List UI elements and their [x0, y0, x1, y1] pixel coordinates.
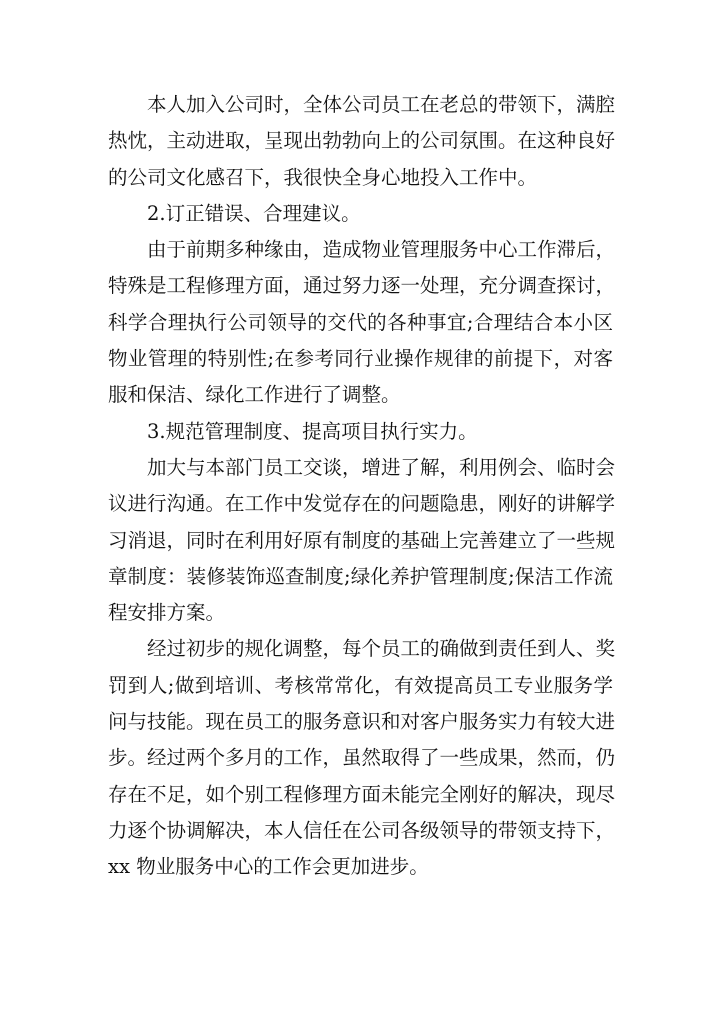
text-line: 科学合理执行公司领导的交代的各种事宜;合理结合本小区 [108, 310, 613, 334]
text-line: 经过初步的规化调整，每个员工的确做到责任到人、奖 [147, 637, 616, 661]
text-line: 服和保洁、绿化工作进行了调整。 [108, 383, 401, 407]
text-line: 步。经过两个多月的工作，虽然取得了一些成果，然而，仍 [108, 746, 616, 770]
text-line: 热忱，主动进取，呈现出勃勃向上的公司氛围。在这种良好 [108, 129, 616, 153]
text-line: 问与技能。现在员工的服务意识和对客户服务实力有较大进 [108, 710, 616, 734]
document-body [108, 87, 616, 886]
text-line: 程安排方案。 [108, 601, 226, 625]
text-line: 的公司文化感召下，我很快全身心地投入工作中。 [108, 165, 538, 189]
text-line: 章制度：装修装饰巡查制度;绿化养护管理制度;保洁工作流 [108, 564, 613, 588]
text-line: 加大与本部门员工交谈，增进了解，利用例会、临时会 [147, 455, 616, 479]
text-line: xx 物业服务中心的工作会更加进步。 [108, 855, 429, 879]
text-line: 由于前期多种缘由，造成物业管理服务中心工作滞后， [147, 238, 616, 262]
text-line: 罚到人;做到培训、考核常常化，有效提高员工专业服务学 [108, 673, 613, 697]
text-line: 议进行沟通。在工作中发觉存在的问题隐患，刚好的讲解学 [108, 492, 616, 516]
text-line: 力逐个协调解决，本人信任在公司各级领导的带领支持下， [108, 818, 616, 842]
section-heading: 2.订正错误、合理建议。 [147, 201, 361, 225]
text-line: 物业管理的特别性;在参考同行业操作规律的前提下，对客 [108, 347, 613, 371]
text-line: 特殊是工程修理方面，通过努力逐一处理，充分调查探讨， [108, 274, 616, 298]
section-heading: 3.规范管理制度、提高项目执行实力。 [147, 419, 478, 443]
text-line: 本人加入公司时，全体公司员工在老总的带领下，满腔 [147, 93, 616, 116]
text-line: 习消退，同时在利用好原有制度的基础上完善建立了一些规 [108, 528, 616, 552]
text-line: 存在不足，如个别工程修理方面未能完全刚好的解决，现尽 [108, 782, 616, 806]
